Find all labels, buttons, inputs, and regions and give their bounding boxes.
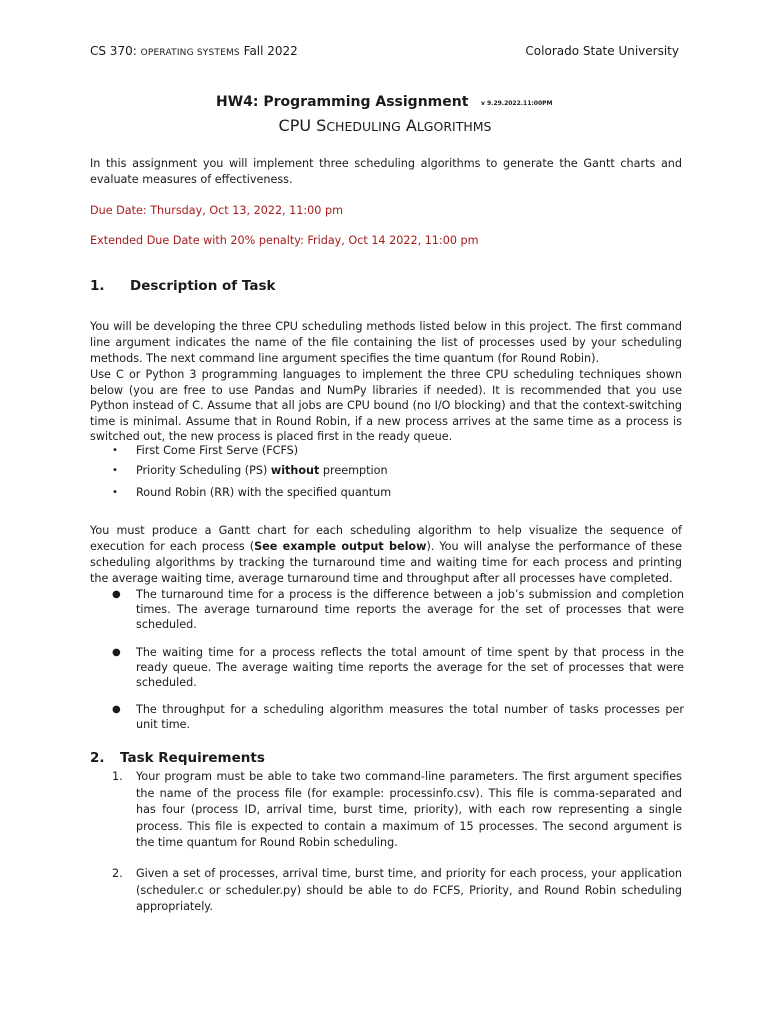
list-item: ● The waiting time for a process reflects the total amount of time spent by that process in the ready queue. The average waiting time reports the average for the set of processes that were scheduled. bbox=[112, 646, 684, 689]
section-1-heading: Description of Task bbox=[130, 278, 276, 294]
gantt-paragraph: You must produce a Gantt chart for each scheduling algorithm to help visualize the sequence of execution for each process (See example output below). You will analyse the performance of these scheduling algorithms by tracking the turnaround time and waiting time for each process and printing the average waiting time, average turnaround time and throughput after all processes have completed. bbox=[90, 524, 682, 585]
section-1-number: 1. bbox=[90, 278, 105, 294]
list-item: • Round Robin (RR) with the specified quantum bbox=[112, 486, 392, 499]
course-term: Fall 2022 bbox=[239, 44, 298, 58]
assignment-title: HW4: Programming Assignment bbox=[216, 94, 469, 110]
course-code: CS 370: bbox=[90, 44, 141, 58]
document-title: CPU SCHEDULING ALGORITHMS bbox=[278, 116, 492, 135]
list-item: 2. Given a set of processes, arrival time, burst time, and priority for each process, your application (scheduler.c or scheduler.py) should be able to do FCFS, Priority, and Round Robin scheduling appropriately. bbox=[112, 867, 682, 913]
extended-due-date: Extended Due Date with 20% penalty: Friday, Oct 14 2022, 11:00 pm bbox=[90, 234, 479, 247]
list-item: ● The throughput for a scheduling algorithm measures the total number of tasks processes per unit time. bbox=[112, 703, 684, 731]
list-item: 1. Your program must be able to take two command-line parameters. The first argument specifies the name of the process file (for example: processinfo.csv). This file is comma-separated and has four (process ID, arrival time, burst time, priority), with each row representing a single process. This file is expected to contain a maximum of 15 processes. The second argument is the time quantum for Round Robin scheduling. bbox=[112, 770, 682, 849]
section-2-heading: Task Requirements bbox=[120, 750, 265, 766]
page-header-course bbox=[90, 44, 298, 58]
version-label: v 9.29.2022.11:00PM bbox=[481, 100, 553, 107]
section-2-number: 2. bbox=[90, 750, 105, 766]
intro-paragraph: In this assignment you will implement three scheduling algorithms to generate the Gantt charts and evaluate measures of effectiveness. bbox=[90, 157, 682, 186]
list-item: • First Come First Serve (FCFS) bbox=[112, 444, 299, 457]
language-paragraph: Use C or Python 3 programming languages to implement the three CPU scheduling techniques shown below (you are free to use Pandas and NumPy libraries if needed). It is recommended that you use Python instead of C. Assume that all jobs are CPU bound (no I/O blocking) and that the context-switching time is minimal. Assume that in Round Robin, if a new process arrives at the same time as a process is switched out, the new process is placed first in the ready queue. bbox=[90, 368, 682, 443]
course-name: OPERATING SYSTEMS bbox=[140, 48, 240, 58]
list-item: ● The turnaround time for a process is the difference between a job’s submission and completion times. The average turnaround time reports the average for the set of processes that were scheduled. bbox=[112, 588, 684, 631]
due-date: Due Date: Thursday, Oct 13, 2022, 11:00 pm bbox=[90, 204, 343, 217]
page-header-university: Colorado State University bbox=[525, 44, 679, 58]
list-item: • Priority Scheduling (PS) without preemption bbox=[112, 464, 388, 477]
task-description-paragraph: You will be developing the three CPU scheduling methods listed below in this project. The first command line argument indicates the name of the file containing the list of processes used by your scheduling methods. The next command line argument specifies the time quantum (for Round Robin). bbox=[90, 320, 682, 365]
